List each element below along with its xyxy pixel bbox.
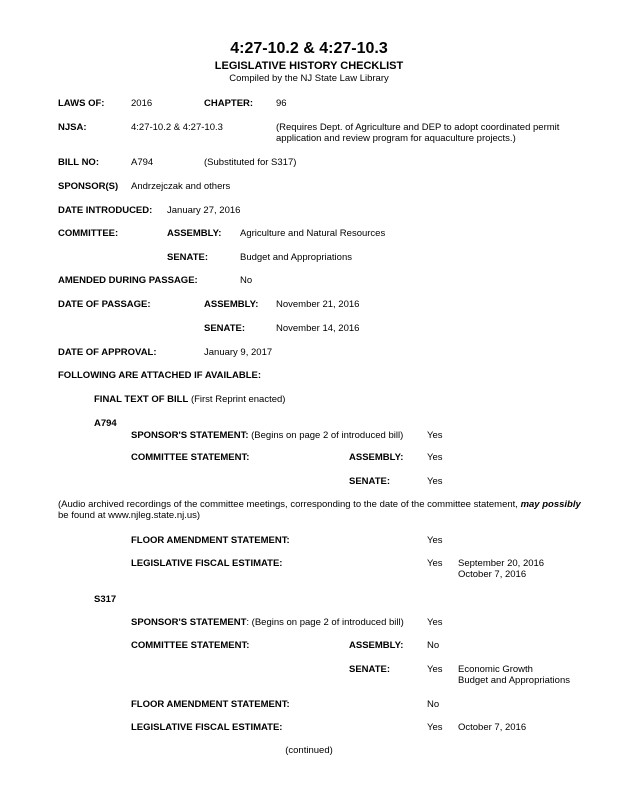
final-text-label: FINAL TEXT OF BILL	[94, 394, 189, 405]
s317-committee-label: COMMITTEE STATEMENT:	[131, 640, 250, 651]
s317-assembly-value: No	[427, 640, 440, 651]
a794-fiscal-date1: September 20, 2016	[458, 558, 545, 569]
committee-assembly-label: ASSEMBLY:	[167, 228, 222, 239]
a794-committee-label: COMMITTEE STATEMENT:	[131, 452, 250, 463]
njsa-description-line2: application and review program for aquaculture projects.)	[276, 133, 516, 144]
laws-of-value: 2016	[131, 98, 153, 109]
attached-heading: FOLLOWING ARE ATTACHED IF AVAILABLE:	[58, 370, 261, 381]
s317-fiscal-value: Yes	[427, 722, 443, 733]
passage-label: DATE OF PASSAGE:	[58, 299, 151, 310]
audio-note-before: (Audio archived recordings of the committee meetings, corresponding to the date of the committee statement,	[58, 499, 521, 510]
a794-sponsor-row	[131, 430, 403, 441]
passage-senate-value: November 14, 2016	[276, 323, 360, 334]
s317-sponsor-label: SPONSOR'S STATEMENT	[131, 617, 247, 628]
passage-assembly-label: ASSEMBLY:	[204, 299, 259, 310]
audio-note-emphasis: may possibly	[520, 499, 581, 510]
continued-note: (continued)	[285, 745, 333, 756]
bill-no-label: BILL NO:	[58, 157, 99, 168]
a794-floor-value: Yes	[427, 535, 443, 546]
s317-senate-label: SENATE:	[349, 664, 390, 675]
approval-label: DATE OF APPROVAL:	[58, 347, 157, 358]
njsa-label: NJSA:	[58, 122, 87, 133]
s317-sponsor-note: : (Begins on page 2 of introduced bill)	[246, 617, 404, 628]
s317-fiscal-date: October 7, 2016	[458, 722, 527, 733]
a794-sponsor-label: SPONSOR'S STATEMENT:	[131, 430, 249, 441]
bill-no-value: A794	[131, 157, 154, 168]
a794-assembly-label: ASSEMBLY:	[349, 452, 404, 463]
s317-senate-committee2: Budget and Appropriations	[458, 675, 570, 686]
committee-senate-value: Budget and Appropriations	[240, 252, 352, 263]
committee-senate-label: SENATE:	[167, 252, 208, 263]
s317-sponsor-row	[131, 617, 404, 628]
s317-fiscal-label: LEGISLATIVE FISCAL ESTIMATE:	[131, 722, 283, 733]
committee-assembly-value: Agriculture and Natural Resources	[240, 228, 386, 239]
sponsors-value: Andrzejczak and others	[131, 181, 231, 192]
s317-floor-value: No	[427, 699, 440, 710]
s317-assembly-label: ASSEMBLY:	[349, 640, 404, 651]
date-introduced-value: January 27, 2016	[167, 205, 241, 216]
njsa-description-line1: (Requires Dept. of Agriculture and DEP to adopt coordinated permit	[276, 122, 560, 133]
a794-senate-label: SENATE:	[349, 476, 390, 487]
amended-value: No	[240, 275, 253, 286]
committee-label: COMMITTEE:	[58, 228, 119, 239]
compiled-by: Compiled by the NJ State Law Library	[229, 73, 389, 84]
s317-floor-label: FLOOR AMENDMENT STATEMENT:	[131, 699, 290, 710]
a794-heading: A794	[94, 418, 117, 429]
date-introduced-label: DATE INTRODUCED:	[58, 205, 153, 216]
chapter-label: CHAPTER:	[204, 98, 254, 109]
laws-of-label: LAWS OF:	[58, 98, 105, 109]
a794-sponsor-note: (Begins on page 2 of introduced bill)	[251, 430, 404, 441]
s317-heading: S317	[94, 594, 117, 605]
document-title: 4:27-10.2 & 4:27-10.3	[230, 40, 388, 57]
document-subtitle: LEGISLATIVE HISTORY CHECKLIST	[214, 60, 404, 72]
s317-senate-committee1: Economic Growth	[458, 664, 533, 675]
amended-label: AMENDED DURING PASSAGE:	[58, 275, 198, 286]
audio-note-line2: be found at www.njleg.state.nj.us)	[58, 510, 201, 521]
s317-sponsor-value: Yes	[427, 617, 443, 628]
passage-senate-label: SENATE:	[204, 323, 245, 334]
audio-note-line1	[58, 499, 581, 510]
final-text-note: (First Reprint enacted)	[190, 394, 286, 405]
a794-senate-value: Yes	[427, 476, 443, 487]
a794-fiscal-date2: October 7, 2016	[458, 569, 527, 580]
final-text-row	[94, 394, 285, 405]
s317-senate-value: Yes	[427, 664, 443, 675]
chapter-value: 96	[276, 98, 287, 109]
a794-fiscal-value: Yes	[427, 558, 443, 569]
a794-assembly-value: Yes	[427, 452, 443, 463]
a794-sponsor-value: Yes	[427, 430, 443, 441]
a794-fiscal-label: LEGISLATIVE FISCAL ESTIMATE:	[131, 558, 283, 569]
passage-assembly-value: November 21, 2016	[276, 299, 360, 310]
a794-floor-label: FLOOR AMENDMENT STATEMENT:	[131, 535, 290, 546]
approval-value: January 9, 2017	[204, 347, 273, 358]
njsa-value: 4:27-10.2 & 4:27-10.3	[131, 122, 223, 133]
bill-no-note: (Substituted for S317)	[204, 157, 297, 168]
sponsors-label: SPONSOR(S)	[58, 181, 119, 192]
